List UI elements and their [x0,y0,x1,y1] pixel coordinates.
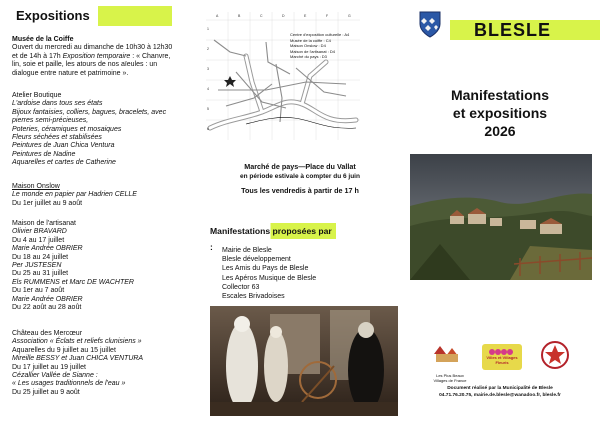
right-panel [400,0,600,424]
artisanat-lines [12,228,192,312]
artisanat-line: Du 1er au 7 août [12,287,65,295]
artisanat-line: Els RUMMENS et Marc DE WACHTER [12,278,134,286]
coat-of-arms-icon [418,10,442,38]
regional-logo [540,340,570,374]
coiffe-line: Ouvert du mercredi au dimanche de 10h30 à 12h30 [12,44,173,52]
map-col-label: C [260,14,263,18]
coiffe-line: et de 14h à 17h Exposition temporaire : « Chanvre, [12,52,171,60]
market-title: Marché de pays—Place du Vallat [244,162,356,171]
atelier-item: Poteries, céramiques et mosaiques [12,125,122,133]
mercoeur-line: Mireille BESSY et Juan CHICA VENTURA [12,355,144,363]
artisanat-line: Marie Andrée OBRIER [12,245,83,253]
artisanat-line: Per JUSTESEN [12,262,62,270]
mercoeur-lines [12,338,192,397]
atelier-item: Fleurs séchées et stabilisées [12,134,102,142]
organizers-list [222,246,316,301]
coiffe-line: lin, soie et paille, les atours de nos aïeules : un [12,61,158,69]
onslow-line: Le monde en papier par Hadrien CELLE [12,191,137,199]
market-when: Tous les vendredis à partir de 17 h [241,186,359,195]
village-map [206,12,360,140]
map-col-label: F [326,14,329,18]
map-row-label: 4 [207,87,209,91]
atelier-item: pierres semi-précieuses, [12,117,89,125]
mercoeur-line: Du 17 juillet au 19 juillet [12,363,86,371]
map-legend: Centre d'exposition culturelle : A4 Musée de la coiffe : C4 Maison Onslow : D4 Maison de l'artisanat : D4 Marché du pays : D3 [290,32,350,59]
footer-contact: 04.71.76.20.75, mairie.de.blesle@wanadoo.fr, blesle.fr [439,392,561,398]
artisanat-title: Maison de l'artisanat [12,220,76,227]
map-row-label: 6 [207,127,209,131]
brochure-title: Manifestations et expositions 2026 [450,87,549,139]
artisanat-line: Du 18 au 24 juillet [12,253,69,261]
map-row-label: 5 [207,107,209,111]
organizer-item: Les Amis du Pays de Blesle [222,265,309,273]
footer-credit: Document réalisé par la Municipalité de Blesle [447,386,553,391]
artisanat-line: Du 22 août au 28 août [12,304,82,312]
manifestations-header: Manifestations proposées par : [210,223,336,239]
middle-panel [200,0,400,424]
atelier-item: Peintures de Juan Chica Ventura [12,142,115,150]
artisanat-line: Du 4 au 17 juillet [12,236,65,244]
mercoeur-line: Association « Éclats et reliefs clunisiens » [12,338,142,346]
coiffe-line: dialogue entre nature et patrimoine ». [12,69,129,77]
left-panel [0,0,200,424]
organizer-item: Mairie de Blesle [222,247,272,254]
atelier-item: Aquarelles et cartes de Catherine [12,159,116,167]
onslow-title: Maison Onslow [12,183,60,190]
organizer-item: Blesle développement [222,256,291,264]
coiffe-title: Musée de la Coiffe [12,36,74,43]
organizer-item: Collector 63 [222,283,260,291]
artisanat-line: Olivier BRAVARD [12,228,67,236]
onslow-line: Du 1er juillet au 9 août [12,199,83,207]
organizer-item: Les Apéros Musique de Blesle [222,274,317,282]
village-photo [410,154,592,280]
map-col-label: B [238,14,241,18]
mercoeur-line: Du 25 juillet au 9 août [12,388,80,396]
mercoeur-title: Château des Mercœur [12,330,83,337]
map-col-label: D [282,14,285,18]
artisanat-line: Du 25 au 31 juillet [12,270,69,278]
atelier-item: L'ardoise dans tous ses états [12,100,103,108]
artisanat-line: Marie Andrée OBRIER [12,295,83,303]
map-col-label: A [216,14,219,18]
mercoeur-line: « Les usages traditionnels de l'eau » [12,380,126,388]
footer [400,386,600,399]
expositions-header: Expositions [8,6,172,26]
map-row-label: 1 [207,27,209,31]
market-subtitle: en période estivale à compter du 6 juin [240,173,360,180]
atelier-item: Peintures de Nadine [12,150,76,158]
atelier-section [12,92,192,168]
villes-fleuries-logo: Villes et Villages Fleuris [482,344,522,374]
mercoeur-line: Aquarelles du 9 juillet au 15 juillet [12,346,116,354]
map-col-label: E [304,14,307,18]
coiffe-section [12,36,192,78]
map-row-label: 3 [207,67,209,71]
beaux-villages-logo: Les Plus Beaux Villages de France [430,340,470,383]
town-name: BLESLE [474,20,552,40]
onslow-section [12,183,192,208]
organizer-item: Escales Brivadoises [222,293,285,301]
mercoeur-section [12,330,192,397]
atelier-title: Atelier Boutique [12,92,62,99]
mercoeur-line: Cézallier Vallée de Sianne : [12,372,98,380]
map-col-label: G [348,14,351,18]
map-row-label: 2 [207,47,209,51]
museum-photo [210,306,398,416]
artisanat-section [12,220,192,312]
atelier-item: Bijoux fantaisies, colliers, bagues, bracelets, avec [12,108,167,116]
